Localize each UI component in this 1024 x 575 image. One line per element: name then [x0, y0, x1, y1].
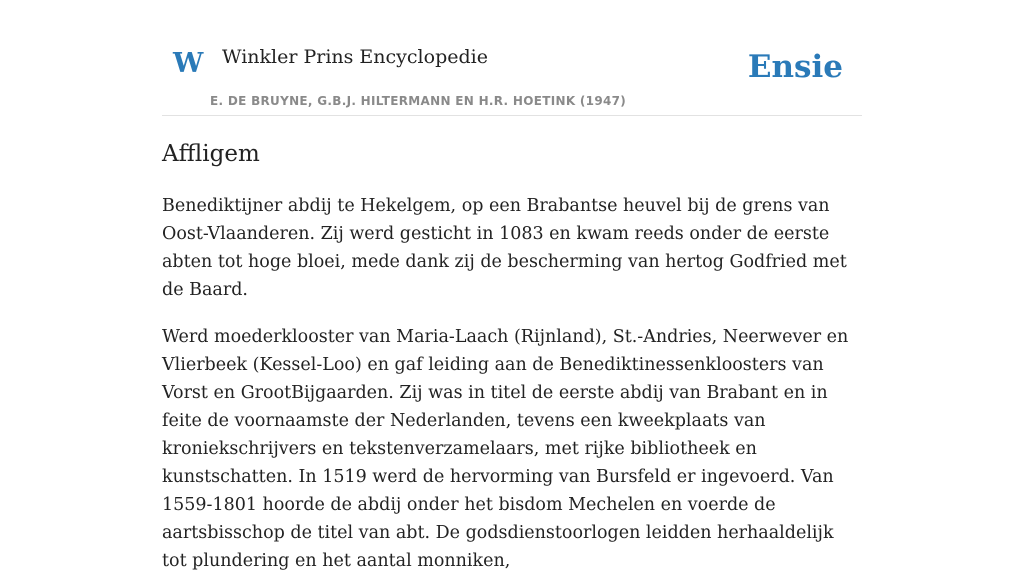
brand-logo[interactable]: Ensie [747, 49, 843, 85]
article [162, 136, 862, 575]
source-authors: E. DE BRUYNE, G.B.J. HILTERMANN EN H.R. HOETINK (1947) [210, 94, 627, 108]
source-header [162, 0, 862, 116]
source-logo[interactable]: W [173, 48, 204, 79]
article-paragraph: Benediktijner abdij te Hekelgem, op een Brabantse heuvel bij de grens van Oost-Vlaanderen. Zij werd gesticht in 1083 en kwam reeds onder de eerste abten tot hoge bloei, mede dank zij de bescherming van hertog Godfried met de Baard. [162, 196, 847, 300]
source-title[interactable]: Winkler Prins Encyclopedie [222, 46, 488, 68]
article-title: Affligem [162, 141, 260, 167]
article-paragraph: Werd moederklooster van Maria-Laach (Rijnland), St.-Andries, Neerwever en Vlierbeek (Kessel-Loo) en gaf leiding aan de Benediktinessenkloosters van Vorst en GrootBijgaarden. Zij was in titel de eerste abdij van Brabant en in feite de voornaamste der Nederlanden, tevens een kweekplaats van kroniekschrijvers en tekstenverzamelaars, met rijke bibliotheek en kunstschatten. In 1519 werd de hervorming van Bursfeld er ingevoerd. Van 1559-1801 hoorde de abdij onder het bisdom Mechelen en voerde de aartsbisschop de titel van abt. De godsdienstoorlogen leidden herhaaldelijk tot plundering en het aantal monniken, [162, 327, 849, 571]
